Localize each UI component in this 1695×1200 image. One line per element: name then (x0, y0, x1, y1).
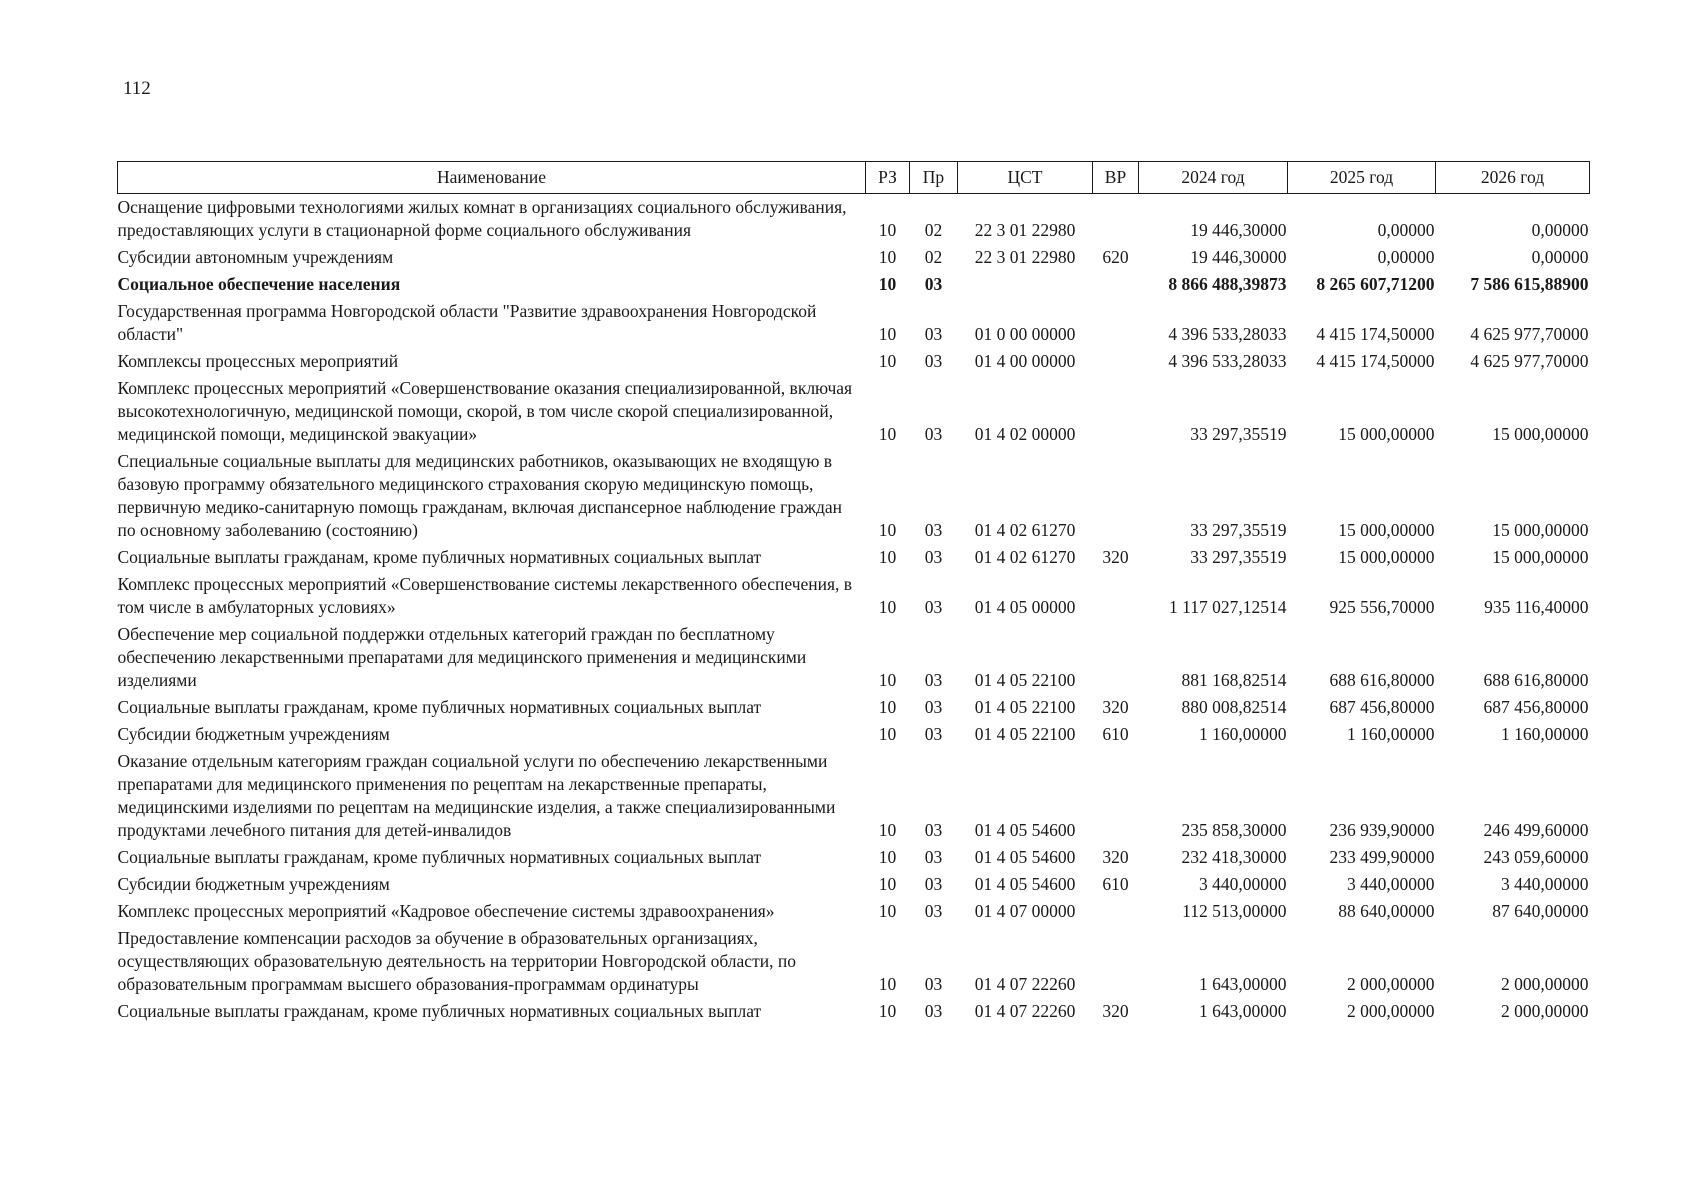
cell-rz: 10 (878, 424, 897, 444)
cell-2024: 112 513,00000 (1182, 901, 1287, 921)
cell-2024: 4 396 533,28033 (1168, 351, 1287, 371)
cell-2024: 3 440,00000 (1199, 874, 1287, 894)
cell-2024: 33 297,35519 (1190, 424, 1287, 444)
cell-cst: 01 4 05 22100 (974, 724, 1076, 744)
cell-vr: 320 (1102, 847, 1129, 867)
table-row (118, 571, 1590, 621)
cell-vr (1093, 348, 1139, 375)
cell-name: Субсидии бюджетным учреждениям (117, 874, 390, 894)
cell-name: Оснащение цифровыми технологиями жилых комнат в организациях социального обслуживания, предоставляющих услуги в стационарной форме социального обслуживания (117, 197, 847, 240)
cell-cst: 01 4 07 22260 (974, 1001, 1076, 1021)
cell-rz: 10 (878, 247, 897, 267)
cell-2024: 881 168,82514 (1181, 670, 1287, 690)
header-name: Наименование (118, 162, 866, 194)
table-row (118, 271, 1590, 298)
cell-2024: 1 160,00000 (1199, 724, 1287, 744)
cell-cst: 01 4 00 00000 (974, 351, 1076, 371)
table-row (118, 871, 1590, 898)
cell-2026: 15 000,00000 (1492, 547, 1589, 567)
cell-vr: 610 (1102, 874, 1129, 894)
cell-2026: 687 456,80000 (1483, 697, 1589, 717)
cell-pr: 03 (924, 351, 943, 371)
cell-vr (1093, 571, 1139, 621)
cell-cst: 01 4 02 61270 (974, 547, 1076, 567)
cell-pr: 03 (924, 424, 943, 444)
header-2025: 2025 год (1288, 162, 1436, 194)
budget-table (117, 161, 1590, 1025)
cell-name: Комплекс процессных мероприятий «Совершенствование оказания специализированной, включая высокотехнологичную, медицинской помощи, скорой, в том числе скорой специализированной, медицинской помощи, медицинской эвакуации» (117, 378, 853, 444)
cell-rz: 10 (878, 324, 897, 344)
cell-vr (1093, 194, 1139, 245)
table-row (118, 298, 1590, 348)
cell-2025: 2 000,00000 (1347, 974, 1435, 994)
cell-2024: 33 297,35519 (1190, 520, 1287, 540)
table-row (118, 194, 1590, 245)
table-row (118, 448, 1590, 544)
cell-pr: 03 (924, 547, 943, 567)
cell-2024: 880 008,82514 (1181, 697, 1287, 717)
cell-name: Обеспечение мер социальной поддержки отдельных категорий граждан по бесплатному обеспечению лекарственными препаратами для медицинского применения и медицинскими изделиями (117, 624, 807, 690)
table-row (118, 621, 1590, 694)
cell-name: Социальные выплаты гражданам, кроме публичных нормативных социальных выплат (117, 547, 762, 567)
cell-2025: 0,00000 (1377, 220, 1435, 240)
cell-name: Социальное обеспечение населения (117, 274, 401, 294)
cell-vr (1093, 271, 1139, 298)
cell-2024: 1 117 027,12514 (1169, 597, 1287, 617)
cell-2025: 4 415 174,50000 (1316, 324, 1435, 344)
table-row (118, 721, 1590, 748)
cell-cst: 01 0 00 00000 (974, 324, 1076, 344)
cell-cst: 01 4 05 00000 (974, 597, 1076, 617)
table-row (118, 348, 1590, 375)
cell-2026: 688 616,80000 (1483, 670, 1589, 690)
cell-2026: 935 116,40000 (1484, 597, 1589, 617)
cell-cst: 01 4 02 00000 (974, 424, 1076, 444)
cell-name: Государственная программа Новгородской области "Развитие здравоохранения Новгородской области" (117, 301, 817, 344)
cell-cst (958, 271, 1093, 298)
cell-vr (1093, 298, 1139, 348)
table-row (118, 375, 1590, 448)
cell-2025: 1 160,00000 (1347, 724, 1435, 744)
cell-rz: 10 (878, 547, 897, 567)
cell-pr: 03 (924, 597, 943, 617)
cell-2025: 236 939,90000 (1329, 820, 1435, 840)
cell-pr: 03 (924, 670, 943, 690)
cell-vr: 320 (1102, 1001, 1129, 1021)
cell-name: Специальные социальные выплаты для медицинских работников, оказывающих не входящую в базовую программу обязательного медицинского страхования скорую медицинскую помощь, первичную медико-санитарную помощь гражданам, включая диспансерное наблюдение граждан по основному заболеванию (состоянию) (117, 451, 843, 540)
cell-cst: 01 4 05 54600 (974, 847, 1076, 867)
cell-rz: 10 (878, 351, 897, 371)
table-row (118, 925, 1590, 998)
cell-vr (1093, 448, 1139, 544)
cell-pr: 03 (924, 974, 943, 994)
cell-vr (1093, 898, 1139, 925)
header-2026: 2026 год (1436, 162, 1590, 194)
cell-name: Комплекс процессных мероприятий «Кадровое обеспечение системы здравоохранения» (117, 901, 775, 921)
cell-rz: 10 (878, 697, 897, 717)
cell-2025: 3 440,00000 (1347, 874, 1435, 894)
cell-2026: 87 640,00000 (1492, 901, 1589, 921)
cell-2026: 1 160,00000 (1501, 724, 1589, 744)
cell-pr: 03 (924, 847, 943, 867)
cell-2024: 33 297,35519 (1190, 547, 1287, 567)
page-number: 112 (123, 78, 151, 99)
cell-vr (1093, 375, 1139, 448)
cell-2025: 15 000,00000 (1338, 520, 1435, 540)
cell-rz: 10 (878, 847, 897, 867)
cell-2026: 2 000,00000 (1501, 1001, 1589, 1021)
cell-2024: 1 643,00000 (1199, 1001, 1287, 1021)
cell-pr: 03 (924, 324, 943, 344)
cell-2025: 0,00000 (1377, 247, 1435, 267)
cell-cst: 01 4 07 00000 (974, 901, 1076, 921)
cell-pr: 03 (924, 1001, 943, 1021)
cell-rz: 10 (878, 220, 897, 240)
cell-vr (1093, 621, 1139, 694)
cell-cst: 22 3 01 22980 (974, 220, 1076, 240)
cell-name: Субсидии бюджетным учреждениям (117, 724, 390, 744)
cell-rz: 10 (878, 670, 897, 690)
cell-cst: 01 4 05 22100 (974, 670, 1076, 690)
cell-2024: 235 858,30000 (1181, 820, 1287, 840)
cell-2025: 2 000,00000 (1347, 1001, 1435, 1021)
cell-2026: 4 625 977,70000 (1470, 324, 1589, 344)
cell-pr: 02 (924, 220, 943, 240)
cell-rz: 10 (878, 1001, 897, 1021)
cell-2025: 8 265 607,71200 (1316, 274, 1435, 294)
table-body (118, 194, 1590, 1026)
cell-2025: 925 556,70000 (1329, 597, 1435, 617)
cell-cst: 01 4 05 22100 (974, 697, 1076, 717)
cell-name: Социальные выплаты гражданам, кроме публичных нормативных социальных выплат (117, 697, 762, 717)
cell-2024: 1 643,00000 (1199, 974, 1287, 994)
cell-2026: 243 059,60000 (1483, 847, 1589, 867)
header-pr: Пр (910, 162, 958, 194)
cell-2026: 15 000,00000 (1492, 520, 1589, 540)
cell-2024: 4 396 533,28033 (1168, 324, 1287, 344)
cell-2025: 15 000,00000 (1338, 547, 1435, 567)
table-row (118, 694, 1590, 721)
cell-vr: 610 (1102, 724, 1129, 744)
cell-vr: 320 (1102, 697, 1129, 717)
cell-pr: 03 (924, 697, 943, 717)
table-row (118, 748, 1590, 844)
cell-rz: 10 (878, 820, 897, 840)
cell-pr: 03 (924, 520, 943, 540)
cell-pr: 03 (924, 874, 943, 894)
cell-2025: 687 456,80000 (1329, 697, 1435, 717)
table-header-row (118, 162, 1590, 194)
cell-cst: 01 4 05 54600 (974, 874, 1076, 894)
cell-cst: 01 4 07 22260 (974, 974, 1076, 994)
table-row (118, 544, 1590, 571)
cell-pr: 03 (924, 724, 943, 744)
cell-2025: 4 415 174,50000 (1316, 351, 1435, 371)
cell-rz: 10 (878, 520, 897, 540)
cell-name: Комплекс процессных мероприятий «Совершенствование системы лекарственного обеспечения, в том числе в амбулаторных условиях» (117, 574, 853, 617)
cell-name: Комплексы процессных мероприятий (117, 351, 399, 371)
cell-rz: 10 (878, 597, 897, 617)
header-2024: 2024 год (1139, 162, 1288, 194)
cell-2026: 15 000,00000 (1492, 424, 1589, 444)
cell-rz: 10 (878, 974, 897, 994)
cell-2026: 2 000,00000 (1501, 974, 1589, 994)
cell-name: Оказание отдельным категориям граждан социальной услуги по обеспечению лекарственными препаратами для медицинского применения по рецептам на лекарственные препараты, медицинскими изделиями по рецептам на медицинские изделия, а также специализированными продуктами лечебного питания для детей-инвалидов (117, 751, 836, 840)
cell-name: Предоставление компенсации расходов за обучение в образовательных организациях, осуществляющих образовательную деятельность на территории Новгородской области, по образовательным программам высшего образования-программам ординатуры (117, 928, 796, 994)
cell-cst: 01 4 05 54600 (974, 820, 1076, 840)
cell-vr (1093, 748, 1139, 844)
cell-2025: 688 616,80000 (1329, 670, 1435, 690)
table-row (118, 898, 1590, 925)
cell-2025: 233 499,90000 (1329, 847, 1435, 867)
cell-cst: 01 4 02 61270 (974, 520, 1076, 540)
header-rz: РЗ (866, 162, 910, 194)
cell-rz: 10 (878, 724, 897, 744)
cell-vr: 320 (1102, 547, 1129, 567)
cell-name: Социальные выплаты гражданам, кроме публичных нормативных социальных выплат (117, 1001, 762, 1021)
header-cst: ЦСТ (958, 162, 1093, 194)
cell-pr: 03 (924, 820, 943, 840)
cell-2024: 19 446,30000 (1190, 247, 1287, 267)
cell-pr: 03 (924, 901, 943, 921)
cell-2024: 19 446,30000 (1190, 220, 1287, 240)
cell-vr: 620 (1102, 247, 1129, 267)
cell-name: Социальные выплаты гражданам, кроме публичных нормативных социальных выплат (117, 847, 762, 867)
header-vr: ВР (1093, 162, 1139, 194)
cell-2024: 8 866 488,39873 (1168, 274, 1287, 294)
cell-2026: 0,00000 (1531, 247, 1589, 267)
cell-2026: 7 586 615,88900 (1470, 274, 1589, 294)
cell-2026: 0,00000 (1531, 220, 1589, 240)
cell-2026: 4 625 977,70000 (1470, 351, 1589, 371)
cell-pr: 02 (924, 247, 943, 267)
cell-rz: 10 (878, 874, 897, 894)
cell-cst: 22 3 01 22980 (974, 247, 1076, 267)
table-row (118, 244, 1590, 271)
cell-name: Субсидии автономным учреждениям (117, 247, 394, 267)
cell-2026: 246 499,60000 (1483, 820, 1589, 840)
cell-2024: 232 418,30000 (1181, 847, 1287, 867)
cell-rz: 10 (878, 901, 897, 921)
cell-vr (1093, 925, 1139, 998)
cell-2025: 88 640,00000 (1338, 901, 1435, 921)
cell-rz: 10 (878, 274, 897, 294)
table-row (118, 844, 1590, 871)
cell-2025: 15 000,00000 (1338, 424, 1435, 444)
cell-pr: 03 (924, 274, 943, 294)
cell-2026: 3 440,00000 (1501, 874, 1589, 894)
table-row (118, 998, 1590, 1025)
